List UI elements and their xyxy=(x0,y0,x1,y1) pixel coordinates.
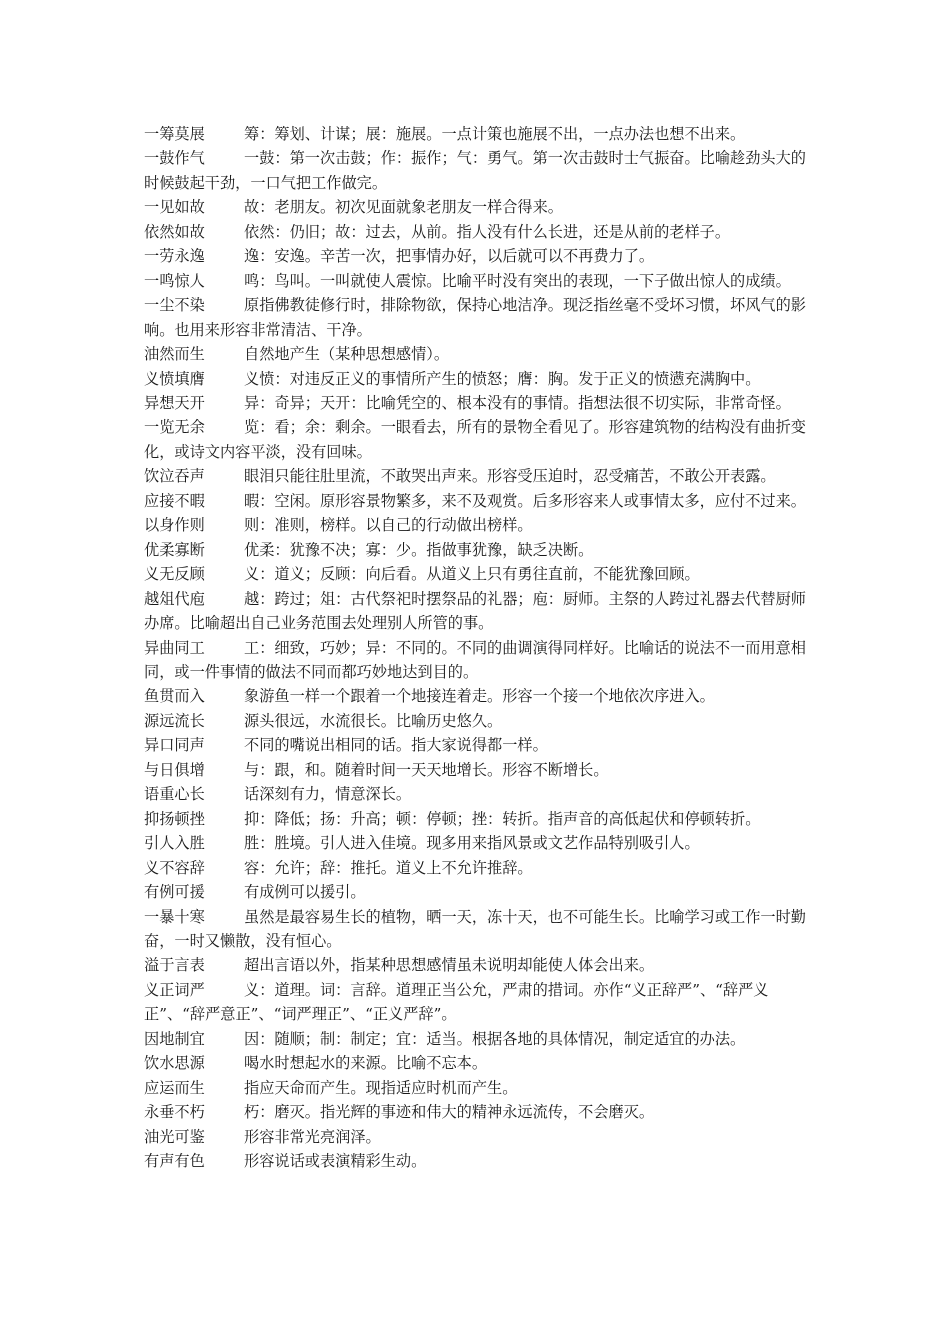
idiom-entry xyxy=(144,342,816,366)
idiom-definition: 原指佛教徒修行时，排除物欲，保持心地洁净。现泛指丝毫不受坏习惯，坏风气的影响。也用来形容非常清洁、干净。 xyxy=(144,296,806,339)
idiom-definition: 鸣：鸟叫。一叫就使人震惊。比喻平时没有突出的表现，一下子做出惊人的成绩。 xyxy=(244,271,791,290)
idiom-entry xyxy=(144,733,816,757)
idiom-term: 一览无余 xyxy=(144,418,205,437)
idiom-definition: 超出言语以外，指某种思想感情虽未说明却能使人体会出来。 xyxy=(244,956,655,975)
idiom-term: 饮泣吞声 xyxy=(144,467,205,486)
idiom-entry xyxy=(144,856,816,880)
idiom-definition: 眼泪只能往肚里流，不敢哭出声来。形容受压迫时，忍受痛苦，不敢公开表露。 xyxy=(244,467,776,486)
idiom-term: 有例可援 xyxy=(144,883,205,902)
idiom-term: 源远流长 xyxy=(144,711,205,730)
idiom-entry xyxy=(144,195,816,219)
idiom-definition: 形容说话或表演精彩生动。 xyxy=(244,1152,427,1171)
idiom-entry xyxy=(144,220,816,244)
idiom-entry xyxy=(144,807,816,831)
idiom-definition: 义愤：对违反正义的事情所产生的愤怒；膺：胸。发于正义的愤懑充满胸中。 xyxy=(244,369,761,388)
idiom-definition: 逸：安逸。辛苦一次，把事情办好，以后就可以不再费力了。 xyxy=(244,247,655,266)
idiom-definition: 因：随顺；制：制定；宜：适当。根据各地的具体情况，制定适宜的办法。 xyxy=(244,1029,746,1048)
idiom-entry xyxy=(144,684,816,708)
idiom-term: 义正词严 xyxy=(144,980,205,999)
idiom-entry xyxy=(144,464,816,488)
idiom-entry xyxy=(144,880,816,904)
idiom-term: 一鸣惊人 xyxy=(144,271,205,290)
idiom-definition: 义：道理。词：言辞。道理正当公允，严肃的措词。亦作“义正辞严”、“辞严义正”、“辞严意正”、“词严理正”、“正义严辞”。 xyxy=(144,980,769,1024)
idiom-entry xyxy=(144,905,816,954)
idiom-entry xyxy=(144,244,816,268)
idiom-definition: 一鼓：第一次击鼓；作：振作；气：勇气。第一次击鼓时士气振奋。比喻趁劲头大的时候鼓起干劲，一口气把工作做完。 xyxy=(144,149,806,192)
idiom-definition: 喝水时想起水的来源。比喻不忘本。 xyxy=(244,1054,487,1073)
idiom-term: 与日俱增 xyxy=(144,760,205,779)
idiom-entry xyxy=(144,415,816,464)
idiom-entry xyxy=(144,122,816,146)
idiom-term: 一鼓作气 xyxy=(144,149,205,168)
idiom-list xyxy=(144,122,816,1173)
idiom-definition: 话深刻有力，情意深长。 xyxy=(244,785,412,804)
idiom-term: 越俎代庖 xyxy=(144,589,205,608)
idiom-term: 饮水思源 xyxy=(144,1054,205,1073)
idiom-term: 义不容辞 xyxy=(144,858,205,877)
idiom-entry xyxy=(144,562,816,586)
idiom-definition: 抑：降低；扬：升高；顿：停顿；挫：转折。指声音的高低起伏和停顿转折。 xyxy=(244,809,761,828)
idiom-term: 一见如故 xyxy=(144,198,205,217)
idiom-term: 永垂不朽 xyxy=(144,1103,205,1122)
idiom-definition: 形容非常光亮润泽。 xyxy=(244,1127,381,1146)
idiom-definition: 指应天命而产生。现指适应时机而产生。 xyxy=(244,1078,518,1097)
idiom-term: 抑扬顿挫 xyxy=(144,809,205,828)
idiom-entry xyxy=(144,1125,816,1149)
idiom-term: 语重心长 xyxy=(144,785,205,804)
idiom-entry xyxy=(144,758,816,782)
idiom-entry xyxy=(144,978,816,1027)
idiom-entry xyxy=(144,1100,816,1124)
idiom-definition: 依然：仍旧；故：过去，从前。指人没有什么长进，还是从前的老样子。 xyxy=(244,222,730,241)
idiom-definition: 容：允许；辞：推托。道义上不允许推辞。 xyxy=(244,858,533,877)
idiom-term: 油然而生 xyxy=(144,345,205,364)
idiom-definition: 与：跟，和。随着时间一天天地增长。形容不断增长。 xyxy=(244,760,609,779)
idiom-term: 一尘不染 xyxy=(144,296,205,315)
idiom-term: 一暴十寒 xyxy=(144,907,205,926)
idiom-entry xyxy=(144,1076,816,1100)
idiom-term: 义愤填膺 xyxy=(144,369,205,388)
idiom-definition: 自然地产生（某种思想感情）。 xyxy=(244,345,450,364)
idiom-definition: 优柔：犹豫不决；寡：少。指做事犹豫，缺乏决断。 xyxy=(244,540,594,559)
idiom-term: 一劳永逸 xyxy=(144,247,205,266)
idiom-term: 义无反顾 xyxy=(144,565,205,584)
idiom-term: 异想天开 xyxy=(144,393,205,412)
idiom-definition: 朽：磨灭。指光辉的事迹和伟大的精神永远流传，不会磨灭。 xyxy=(244,1103,655,1122)
idiom-definition: 义：道义；反顾：向后看。从道义上只有勇往直前，不能犹豫回顾。 xyxy=(244,565,700,584)
idiom-term: 优柔寡断 xyxy=(144,540,205,559)
idiom-entry xyxy=(144,146,816,195)
idiom-entry xyxy=(144,391,816,415)
idiom-definition: 象游鱼一样一个跟着一个地接连着走。形容一个接一个地依次序进入。 xyxy=(244,687,715,706)
idiom-definition: 筹：筹划、计谋；展：施展。一点计策也施展不出，一点办法也想不出来。 xyxy=(244,125,746,143)
idiom-entry xyxy=(144,587,816,636)
idiom-definition: 故：老朋友。初次见面就象老朋友一样合得来。 xyxy=(244,198,563,217)
idiom-entry xyxy=(144,293,816,342)
idiom-entry xyxy=(144,953,816,977)
idiom-entry xyxy=(144,538,816,562)
idiom-term: 依然如故 xyxy=(144,222,205,241)
idiom-entry xyxy=(144,513,816,537)
idiom-definition: 则：准则，榜样。以自己的行动做出榜样。 xyxy=(244,516,533,535)
idiom-entry xyxy=(144,1051,816,1075)
idiom-definition: 胜：胜境。引人进入佳境。现多用来指风景或文艺作品特别吸引人。 xyxy=(244,834,700,853)
idiom-entry xyxy=(144,489,816,513)
idiom-definition: 有成例可以援引。 xyxy=(244,883,366,902)
idiom-entry xyxy=(144,636,816,685)
idiom-term: 应接不暇 xyxy=(144,491,205,510)
idiom-entry xyxy=(144,367,816,391)
idiom-entry xyxy=(144,1149,816,1173)
idiom-term: 油光可鉴 xyxy=(144,1127,205,1146)
idiom-definition: 异：奇异；天开：比喻凭空的、根本没有的事情。指想法很不切实际，非常奇怪。 xyxy=(244,393,791,412)
idiom-entry xyxy=(144,709,816,733)
idiom-term: 一筹莫展 xyxy=(144,125,205,143)
idiom-term: 鱼贯而入 xyxy=(144,687,205,706)
idiom-entry xyxy=(144,1027,816,1051)
idiom-entry xyxy=(144,831,816,855)
idiom-definition: 工：细致，巧妙；异：不同的。不同的曲调演得同样好。比喻话的说法不一而用意相同，或一件事情的做法不同而都巧妙地达到目的。 xyxy=(144,638,806,681)
idiom-definition: 不同的嘴说出相同的话。指大家说得都一样。 xyxy=(244,736,548,755)
idiom-definition: 览：看；余：剩余。一眼看去，所有的景物全看见了。形容建筑物的结构没有曲折变化，或诗文内容平淡，没有回味。 xyxy=(144,418,806,461)
idiom-term: 溢于言表 xyxy=(144,956,205,975)
idiom-term: 引人入胜 xyxy=(144,834,205,853)
idiom-term: 异曲同工 xyxy=(144,638,205,657)
idiom-definition: 虽然是最容易生长的植物，晒一天，冻十天，也不可能生长。比喻学习或工作一时勤奋，一时又懒散，没有恒心。 xyxy=(144,907,806,950)
idiom-term: 应运而生 xyxy=(144,1078,205,1097)
idiom-term: 以身作则 xyxy=(144,516,205,535)
idiom-definition: 源头很远，水流很长。比喻历史悠久。 xyxy=(244,711,503,730)
idiom-definition: 暇：空闲。原形容景物繁多，来不及观赏。后多形容来人或事情太多，应付不过来。 xyxy=(244,491,806,510)
idiom-definition: 越：跨过；俎：古代祭祀时摆祭品的礼器；庖：厨师。主祭的人跨过礼器去代替厨师办席。比喻超出自己业务范围去处理别人所管的事。 xyxy=(144,589,806,633)
idiom-term: 因地制宜 xyxy=(144,1029,205,1048)
idiom-entry xyxy=(144,269,816,293)
idiom-entry xyxy=(144,782,816,806)
idiom-term: 异口同声 xyxy=(144,736,205,755)
idiom-term: 有声有色 xyxy=(144,1152,205,1171)
